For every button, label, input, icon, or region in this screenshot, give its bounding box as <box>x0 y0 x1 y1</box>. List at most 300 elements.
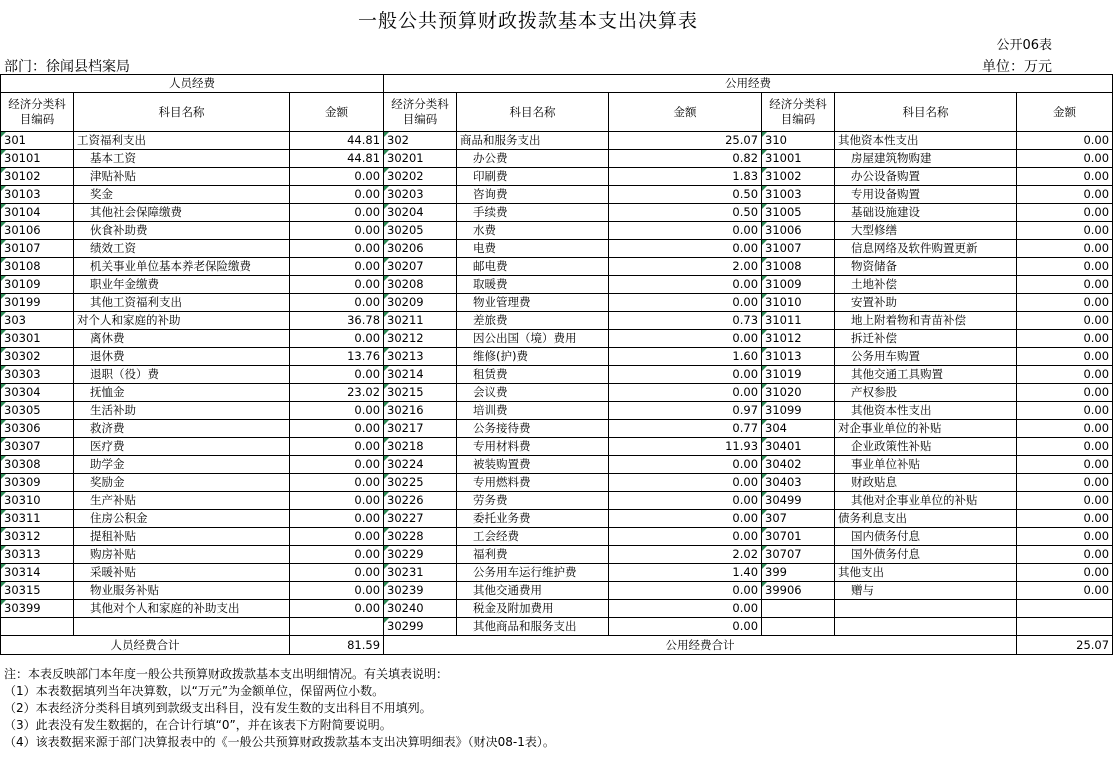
note-line: （3）此表没有发生数据的，在合计行填“0”，并在该表下方附简要说明。 <box>4 718 392 732</box>
code-cell: 31006 <box>762 222 835 240</box>
amount-cell: 0.00 <box>290 438 384 456</box>
code-cell: 30101 <box>1 150 74 168</box>
table-row <box>1 546 1113 564</box>
amount-cell: 0.00 <box>1017 150 1113 168</box>
name-cell <box>835 618 1017 636</box>
code-cell: 30199 <box>1 294 74 312</box>
department-label: 部门：徐闻县档案局 <box>4 59 130 75</box>
amount-cell: 0.00 <box>1017 204 1113 222</box>
amount-cell <box>1017 618 1113 636</box>
code-cell: 30239 <box>384 582 457 600</box>
name-cell: 拆迁补偿 <box>835 330 1017 348</box>
amount-cell: 13.76 <box>290 348 384 366</box>
code-cell: 304 <box>762 420 835 438</box>
note-line: 注：本表反映部门本年度一般公共预算财政拨款基本支出明细情况。有关填表说明： <box>4 667 449 681</box>
name-cell: 其他社会保障缴费 <box>74 204 290 222</box>
code-cell: 30402 <box>762 456 835 474</box>
notes-section <box>4 666 555 751</box>
name-cell: 对企事业单位的补贴 <box>835 420 1017 438</box>
table-row <box>1 204 1113 222</box>
table-row <box>1 330 1113 348</box>
code-cell: 30213 <box>384 348 457 366</box>
name-cell: 物业管理费 <box>457 294 609 312</box>
code-cell: 30240 <box>384 600 457 618</box>
name-cell: 工资福利支出 <box>74 132 290 150</box>
code-cell: 30229 <box>384 546 457 564</box>
name-cell: 津贴补贴 <box>74 168 290 186</box>
table-row <box>1 438 1113 456</box>
public-total-label: 公用经费合计 <box>384 636 1017 655</box>
name-cell: 商品和服务支出 <box>457 132 609 150</box>
amount-cell: 0.00 <box>609 384 762 402</box>
amount-cell: 0.00 <box>1017 546 1113 564</box>
code-cell: 30304 <box>1 384 74 402</box>
note-line: （2）本表经济分类科目填列到款级支出科目，没有发生数的支出科目不用填列。 <box>4 701 432 715</box>
code-cell: 31009 <box>762 276 835 294</box>
code-cell: 30106 <box>1 222 74 240</box>
code-cell: 30312 <box>1 528 74 546</box>
code-cell: 31001 <box>762 150 835 168</box>
amount-cell: 0.00 <box>1017 366 1113 384</box>
code-cell: 30225 <box>384 474 457 492</box>
code-cell: 30109 <box>1 276 74 294</box>
amount-cell: 0.00 <box>290 294 384 312</box>
code-cell: 30211 <box>384 312 457 330</box>
name-cell: 信息网络及软件购置更新 <box>835 240 1017 258</box>
code-cell: 30209 <box>384 294 457 312</box>
amount-cell: 36.78 <box>290 312 384 330</box>
code-cell: 30306 <box>1 420 74 438</box>
name-cell: 购房补贴 <box>74 546 290 564</box>
header-name-public-2: 科目名称 <box>835 93 1017 132</box>
table-row <box>1 456 1113 474</box>
amount-cell: 0.00 <box>290 546 384 564</box>
public-group-header: 公用经费 <box>384 75 1113 93</box>
name-cell: 差旅费 <box>457 312 609 330</box>
table-row <box>1 132 1113 150</box>
code-cell: 30307 <box>1 438 74 456</box>
name-cell: 会议费 <box>457 384 609 402</box>
header-amount-personnel: 金额 <box>290 93 384 132</box>
name-cell: 印刷费 <box>457 168 609 186</box>
name-cell: 维修(护)费 <box>457 348 609 366</box>
name-cell: 其他工资福利支出 <box>74 294 290 312</box>
name-cell: 公务用车购置 <box>835 348 1017 366</box>
amount-cell: 23.02 <box>290 384 384 402</box>
code-cell: 30499 <box>762 492 835 510</box>
code-cell: 30102 <box>1 168 74 186</box>
name-cell: 企业政策性补贴 <box>835 438 1017 456</box>
amount-cell: 0.00 <box>290 510 384 528</box>
code-cell: 31020 <box>762 384 835 402</box>
code-cell: 30701 <box>762 528 835 546</box>
name-cell: 公务用车运行维护费 <box>457 564 609 582</box>
name-cell: 安置补助 <box>835 294 1017 312</box>
name-cell: 专用燃料费 <box>457 474 609 492</box>
code-cell: 30215 <box>384 384 457 402</box>
code-cell: 31013 <box>762 348 835 366</box>
table-row <box>1 276 1113 294</box>
amount-cell: 0.00 <box>1017 438 1113 456</box>
amount-cell: 11.93 <box>609 438 762 456</box>
name-cell: 工会经费 <box>457 528 609 546</box>
amount-cell: 0.00 <box>1017 348 1113 366</box>
name-cell: 土地补偿 <box>835 276 1017 294</box>
table-row <box>1 474 1113 492</box>
amount-cell: 1.83 <box>609 168 762 186</box>
table-row <box>1 186 1113 204</box>
code-cell: 30203 <box>384 186 457 204</box>
header-code-public-2: 经济分类科目编码 <box>762 93 835 132</box>
code-cell: 31012 <box>762 330 835 348</box>
amount-cell: 0.00 <box>1017 420 1113 438</box>
header-amount-public-2: 金额 <box>1017 93 1113 132</box>
code-cell <box>762 600 835 618</box>
amount-cell: 0.00 <box>609 294 762 312</box>
expenditure-table-container <box>0 74 1110 655</box>
table-row <box>1 366 1113 384</box>
name-cell: 赠与 <box>835 582 1017 600</box>
unit-label: 单位：万元 <box>982 59 1052 75</box>
code-cell: 30204 <box>384 204 457 222</box>
code-cell: 30108 <box>1 258 74 276</box>
amount-cell: 0.00 <box>290 240 384 258</box>
table-row <box>1 294 1113 312</box>
code-cell: 307 <box>762 510 835 528</box>
name-cell: 公务接待费 <box>457 420 609 438</box>
name-cell: 采暖补贴 <box>74 564 290 582</box>
table-row <box>1 492 1113 510</box>
code-cell <box>1 618 74 636</box>
amount-cell: 0.82 <box>609 150 762 168</box>
amount-cell: 0.00 <box>1017 384 1113 402</box>
header-amount-public-1: 金额 <box>609 93 762 132</box>
code-cell: 31010 <box>762 294 835 312</box>
amount-cell: 0.00 <box>1017 564 1113 582</box>
code-cell: 30208 <box>384 276 457 294</box>
name-cell: 其他支出 <box>835 564 1017 582</box>
name-cell: 物业服务补贴 <box>74 582 290 600</box>
name-cell: 生产补贴 <box>74 492 290 510</box>
amount-cell: 0.00 <box>1017 528 1113 546</box>
name-cell: 生活补助 <box>74 402 290 420</box>
code-cell: 310 <box>762 132 835 150</box>
amount-cell: 0.00 <box>290 564 384 582</box>
amount-cell: 0.00 <box>290 474 384 492</box>
code-cell: 30206 <box>384 240 457 258</box>
table-row <box>1 582 1113 600</box>
code-cell: 30214 <box>384 366 457 384</box>
code-cell: 301 <box>1 132 74 150</box>
code-cell: 30227 <box>384 510 457 528</box>
code-cell: 30301 <box>1 330 74 348</box>
code-cell: 303 <box>1 312 74 330</box>
code-cell: 30228 <box>384 528 457 546</box>
amount-cell: 0.00 <box>1017 474 1113 492</box>
code-cell: 30313 <box>1 546 74 564</box>
code-cell: 39906 <box>762 582 835 600</box>
amount-cell: 0.00 <box>290 420 384 438</box>
amount-cell: 0.00 <box>1017 456 1113 474</box>
table-row <box>1 384 1113 402</box>
code-cell: 30299 <box>384 618 457 636</box>
code-cell: 31099 <box>762 402 835 420</box>
amount-cell: 0.00 <box>290 456 384 474</box>
code-cell: 30205 <box>384 222 457 240</box>
code-cell: 399 <box>762 564 835 582</box>
name-cell: 基本工资 <box>74 150 290 168</box>
amount-cell: 1.60 <box>609 348 762 366</box>
amount-cell: 0.00 <box>290 258 384 276</box>
amount-cell: 0.00 <box>609 366 762 384</box>
code-cell: 30303 <box>1 366 74 384</box>
code-cell: 302 <box>384 132 457 150</box>
code-cell: 30310 <box>1 492 74 510</box>
code-cell: 30226 <box>384 492 457 510</box>
code-cell: 30224 <box>384 456 457 474</box>
amount-cell: 0.00 <box>1017 510 1113 528</box>
amount-cell: 0.00 <box>609 330 762 348</box>
name-cell: 其他商品和服务支出 <box>457 618 609 636</box>
table-row <box>1 348 1113 366</box>
code-cell: 30217 <box>384 420 457 438</box>
name-cell: 事业单位补贴 <box>835 456 1017 474</box>
name-cell: 电费 <box>457 240 609 258</box>
code-cell: 30314 <box>1 564 74 582</box>
name-cell: 被装购置费 <box>457 456 609 474</box>
name-cell: 地上附着物和青苗补偿 <box>835 312 1017 330</box>
table-row <box>1 564 1113 582</box>
amount-cell: 0.00 <box>609 528 762 546</box>
name-cell: 大型修缮 <box>835 222 1017 240</box>
amount-cell: 0.00 <box>609 600 762 618</box>
code-cell: 30231 <box>384 564 457 582</box>
name-cell: 其他交通费用 <box>457 582 609 600</box>
name-cell: 专用设备购置 <box>835 186 1017 204</box>
code-cell: 30305 <box>1 402 74 420</box>
table-row <box>1 240 1113 258</box>
amount-cell: 0.00 <box>1017 258 1113 276</box>
code-cell: 30107 <box>1 240 74 258</box>
table-row <box>1 258 1113 276</box>
amount-cell: 0.00 <box>1017 402 1113 420</box>
table-row <box>1 618 1113 636</box>
amount-cell: 2.00 <box>609 258 762 276</box>
name-cell: 离休费 <box>74 330 290 348</box>
name-cell: 邮电费 <box>457 258 609 276</box>
amount-cell: 1.40 <box>609 564 762 582</box>
note-line: （4）该表数据来源于部门决算报表中的《一般公共预算财政拨款基本支出决算明细表》（财决08-1表）。 <box>4 735 555 749</box>
code-cell: 30103 <box>1 186 74 204</box>
name-cell: 债务利息支出 <box>835 510 1017 528</box>
amount-cell: 0.00 <box>609 582 762 600</box>
amount-cell <box>290 618 384 636</box>
amount-cell: 44.81 <box>290 132 384 150</box>
name-cell: 抚恤金 <box>74 384 290 402</box>
amount-cell: 0.00 <box>290 366 384 384</box>
name-cell: 其他对企事业单位的补贴 <box>835 492 1017 510</box>
public-total-amount: 25.07 <box>1017 636 1113 655</box>
name-cell: 其他交通工具购置 <box>835 366 1017 384</box>
name-cell: 委托业务费 <box>457 510 609 528</box>
code-cell: 30403 <box>762 474 835 492</box>
name-cell: 产权参股 <box>835 384 1017 402</box>
name-cell: 提租补贴 <box>74 528 290 546</box>
amount-cell: 0.00 <box>609 240 762 258</box>
name-cell: 住房公积金 <box>74 510 290 528</box>
amount-cell <box>1017 600 1113 618</box>
amount-cell: 0.00 <box>1017 186 1113 204</box>
name-cell: 财政贴息 <box>835 474 1017 492</box>
amount-cell: 0.00 <box>1017 276 1113 294</box>
personnel-total-amount: 81.59 <box>290 636 384 655</box>
amount-cell: 0.50 <box>609 186 762 204</box>
table-row <box>1 312 1113 330</box>
name-cell: 物资储备 <box>835 258 1017 276</box>
name-cell: 伙食补助费 <box>74 222 290 240</box>
amount-cell: 0.00 <box>290 186 384 204</box>
code-cell: 31003 <box>762 186 835 204</box>
amount-cell: 0.00 <box>290 492 384 510</box>
header-name-public-1: 科目名称 <box>457 93 609 132</box>
amount-cell: 2.02 <box>609 546 762 564</box>
name-cell: 救济费 <box>74 420 290 438</box>
amount-cell: 0.00 <box>1017 312 1113 330</box>
code-cell: 30207 <box>384 258 457 276</box>
name-cell: 因公出国（境）费用 <box>457 330 609 348</box>
table-row <box>1 600 1113 618</box>
table-row <box>1 222 1113 240</box>
name-cell: 其他资本性支出 <box>835 402 1017 420</box>
amount-cell: 25.07 <box>609 132 762 150</box>
name-cell <box>74 618 290 636</box>
amount-cell: 0.00 <box>290 204 384 222</box>
table-row <box>1 528 1113 546</box>
amount-cell: 0.00 <box>290 582 384 600</box>
table-row <box>1 402 1113 420</box>
header-name-personnel: 科目名称 <box>74 93 290 132</box>
table-row <box>1 420 1113 438</box>
personnel-group-header: 人员经费 <box>1 75 384 93</box>
amount-cell: 0.00 <box>1017 132 1113 150</box>
amount-cell: 0.00 <box>609 510 762 528</box>
table-row <box>1 168 1113 186</box>
table-row <box>1 510 1113 528</box>
code-cell: 30104 <box>1 204 74 222</box>
amount-cell: 0.00 <box>609 222 762 240</box>
name-cell: 办公费 <box>457 150 609 168</box>
amount-cell: 0.00 <box>1017 294 1113 312</box>
name-cell: 福利费 <box>457 546 609 564</box>
amount-cell: 0.00 <box>290 600 384 618</box>
code-cell: 31007 <box>762 240 835 258</box>
code-cell: 30218 <box>384 438 457 456</box>
name-cell: 医疗费 <box>74 438 290 456</box>
name-cell: 对个人和家庭的补助 <box>74 312 290 330</box>
code-cell: 30212 <box>384 330 457 348</box>
code-cell: 31019 <box>762 366 835 384</box>
amount-cell: 0.00 <box>1017 222 1113 240</box>
name-cell: 奖励金 <box>74 474 290 492</box>
amount-cell: 0.00 <box>609 474 762 492</box>
name-cell: 奖金 <box>74 186 290 204</box>
code-cell: 30202 <box>384 168 457 186</box>
name-cell: 咨询费 <box>457 186 609 204</box>
name-cell: 绩效工资 <box>74 240 290 258</box>
code-cell: 30309 <box>1 474 74 492</box>
code-cell: 30201 <box>384 150 457 168</box>
name-cell: 国外债务付息 <box>835 546 1017 564</box>
name-cell: 其他对个人和家庭的补助支出 <box>74 600 290 618</box>
personnel-total-label: 人员经费合计 <box>1 636 290 655</box>
name-cell: 房屋建筑物购建 <box>835 150 1017 168</box>
name-cell: 办公设备购置 <box>835 168 1017 186</box>
name-cell: 国内债务付息 <box>835 528 1017 546</box>
name-cell: 租赁费 <box>457 366 609 384</box>
amount-cell: 0.00 <box>1017 168 1113 186</box>
name-cell: 劳务费 <box>457 492 609 510</box>
name-cell: 专用材料费 <box>457 438 609 456</box>
name-cell: 税金及附加费用 <box>457 600 609 618</box>
amount-cell: 0.00 <box>609 618 762 636</box>
name-cell: 培训费 <box>457 402 609 420</box>
note-line: （1）本表数据填列当年决算数，以“万元”为金额单位，保留两位小数。 <box>4 684 385 698</box>
code-cell <box>762 618 835 636</box>
code-cell: 30315 <box>1 582 74 600</box>
code-cell: 30216 <box>384 402 457 420</box>
amount-cell: 0.00 <box>290 330 384 348</box>
code-cell: 30308 <box>1 456 74 474</box>
table-number: 公开06表 <box>996 38 1052 53</box>
header-code-personnel: 经济分类科目编码 <box>1 93 74 132</box>
amount-cell: 0.50 <box>609 204 762 222</box>
name-cell: 职业年金缴费 <box>74 276 290 294</box>
code-cell: 31005 <box>762 204 835 222</box>
table-row <box>1 150 1113 168</box>
amount-cell: 0.00 <box>609 456 762 474</box>
amount-cell: 0.00 <box>290 528 384 546</box>
expenditure-table <box>0 74 1113 655</box>
code-cell: 31008 <box>762 258 835 276</box>
amount-cell: 0.00 <box>609 492 762 510</box>
amount-cell: 0.77 <box>609 420 762 438</box>
code-cell: 30399 <box>1 600 74 618</box>
amount-cell: 0.00 <box>1017 492 1113 510</box>
code-cell: 31002 <box>762 168 835 186</box>
header-code-public-1: 经济分类科目编码 <box>384 93 457 132</box>
name-cell: 机关事业单位基本养老保险缴费 <box>74 258 290 276</box>
amount-cell: 0.00 <box>290 402 384 420</box>
code-cell: 30401 <box>762 438 835 456</box>
code-cell: 31011 <box>762 312 835 330</box>
amount-cell: 0.00 <box>290 168 384 186</box>
amount-cell: 0.00 <box>1017 330 1113 348</box>
amount-cell: 44.81 <box>290 150 384 168</box>
name-cell: 退职（役）费 <box>74 366 290 384</box>
amount-cell: 0.00 <box>609 276 762 294</box>
name-cell: 其他资本性支出 <box>835 132 1017 150</box>
name-cell: 退休费 <box>74 348 290 366</box>
name-cell: 水费 <box>457 222 609 240</box>
name-cell: 取暖费 <box>457 276 609 294</box>
amount-cell: 0.00 <box>290 222 384 240</box>
name-cell: 助学金 <box>74 456 290 474</box>
code-cell: 30302 <box>1 348 74 366</box>
name-cell <box>835 600 1017 618</box>
amount-cell: 0.00 <box>1017 240 1113 258</box>
code-cell: 30707 <box>762 546 835 564</box>
amount-cell: 0.00 <box>290 276 384 294</box>
